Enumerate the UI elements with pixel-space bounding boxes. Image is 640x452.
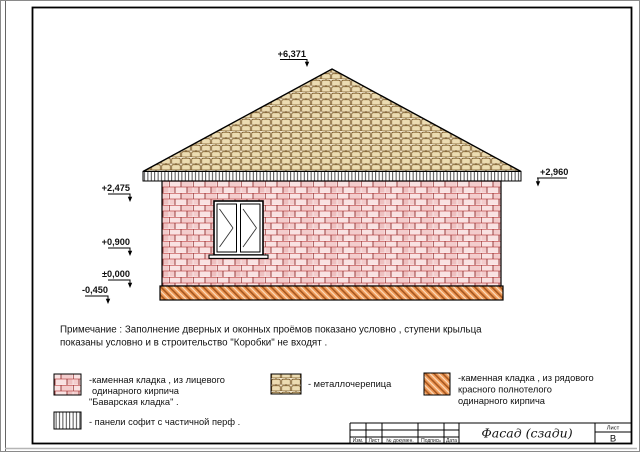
stamp-col-signature: Подпись [421,438,441,444]
legend-roof-label: - металлочерепица [308,379,392,389]
legend-swatch-common-brick [424,373,450,395]
roof-metal-tile [143,69,521,172]
elevation-value: ±0,000 [101,269,130,279]
facade-drawing [1,1,640,452]
legend-facing-brick-line1: -каменная кладка , из лицевого [89,375,225,385]
note-line-2: показаны условно и в строительство "Коробки" не входят . [60,337,328,349]
window-sill [209,255,268,258]
elevation-value: +2,475 [101,183,130,193]
window-sash-right [241,204,261,252]
brick-wall [162,181,501,286]
legend-facing-brick-line2: одинарного кирпича [92,386,179,396]
foundation-base [160,286,503,300]
legend-common-brick-line2: красного полнотелого [458,384,552,395]
title-block [350,423,631,445]
house-elevation [143,69,521,300]
legend-common-brick-line1: -каменная кладка , из рядового [458,373,594,383]
legend-swatch-facing-brick [54,374,81,395]
elevation-value: -0,450 [81,285,108,295]
drawing-title: Фасад (сзади) [481,425,573,441]
elevation-mark-base [82,285,110,304]
legend-common-brick-line3: одинарного кирпича [458,396,545,406]
legend [54,373,594,429]
elevation-mark-window-sill [102,237,133,256]
elevation-mark-right-eave [536,167,569,187]
elevation-mark-ridge [278,49,310,67]
elevation-value: +0,900 [101,237,130,247]
note-line-1: Примечание : Заполнение дверных и оконных проёмов показано условно , ступени крыльца [60,324,482,336]
legend-facing-brick-line3: "Баварская кладка" . [89,397,179,407]
legend-swatch-soffit [54,412,81,429]
stamp-col-docnum: № докумен. [386,438,414,444]
stamp-col-izm: Изм. [352,438,364,444]
elevation-value: +2,960 [540,167,569,177]
sheet-number-value: В [609,433,617,445]
window [209,201,268,258]
legend-soffit-label: - панели софит с частичной перф . [89,417,241,427]
note [60,325,482,349]
soffit-band [143,172,521,182]
stamp-col-date: Дата [445,438,458,444]
elevation-value: +6,371 [277,49,306,59]
sheet-number-label: Лист [606,425,620,432]
window-sash-left [217,204,237,252]
elevation-mark-left-eave [102,183,133,202]
legend-swatch-roof-tile [271,374,301,394]
stamp-col-list: Лист [368,438,380,444]
